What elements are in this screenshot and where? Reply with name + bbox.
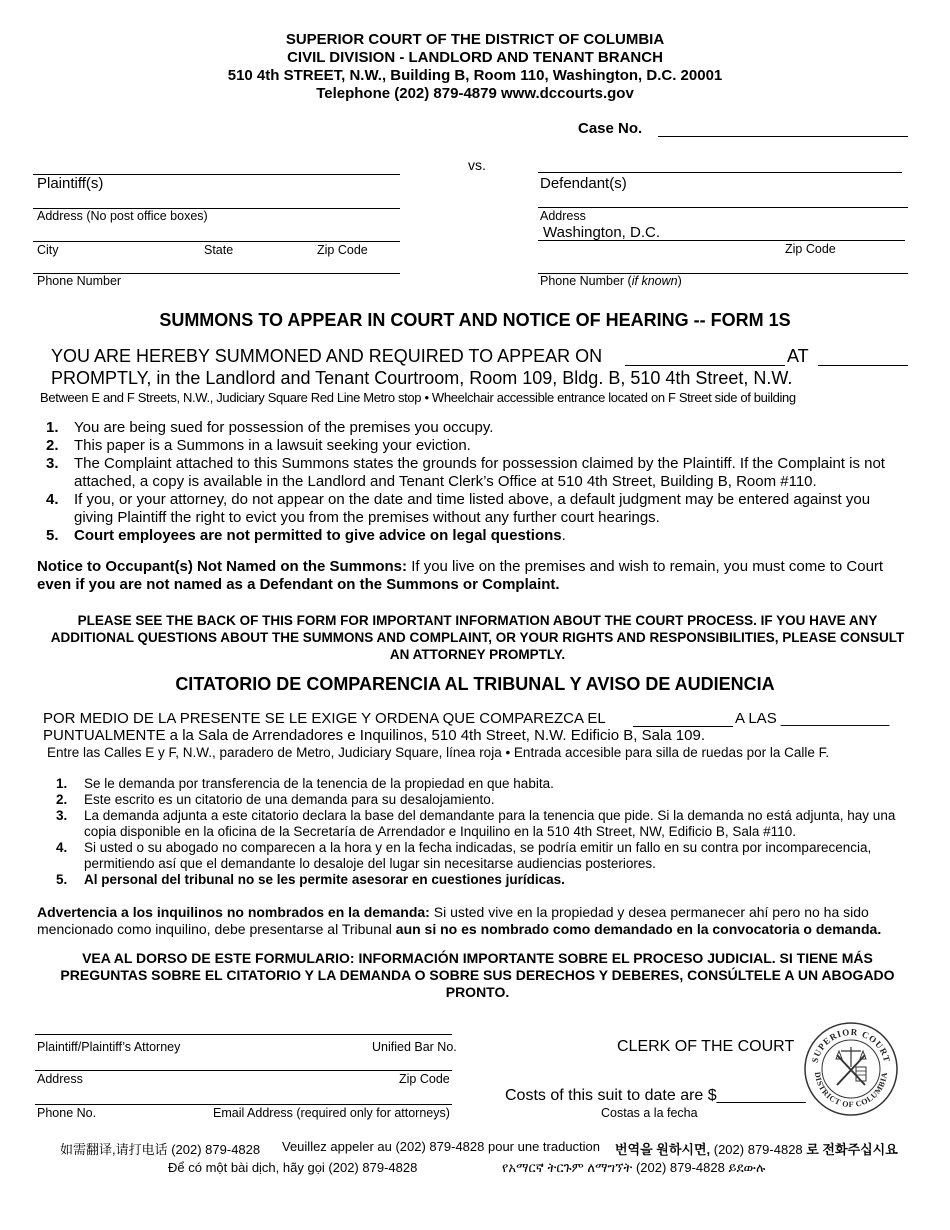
summoned-line: YOU ARE HEREBY SUMMONED AND REQUIRED TO APPEAR ON — [51, 346, 603, 366]
plaintiff-city-label: City — [37, 243, 59, 257]
appear-date-field[interactable] — [625, 365, 785, 366]
court-seal-icon — [803, 1021, 899, 1117]
list-item: 4. Si usted o su abogado no comparecen a la hora y en la fecha indicadas, se podría emitir un fallo en su contra por incomparecencia, permitiendo así que el demandante lo desaloje del lugar sin necesitarse audiencias posteriores. — [56, 840, 872, 871]
seal-bottom-text: DISTRICT OF COLUMBIA — [812, 1071, 890, 1110]
entre-line: Entre las Calles E y F, N.W., paradero de Metro, Judiciary Square, línea roja • Entrada accesible para silla de ruedas por la Calle F. — [47, 745, 830, 760]
list-item: 4. If you, or your attorney, do not appear on the date and time listed above, a default judgment may be entered against you giving Plaintiff the right to evict you from the premises without any further court hearings. — [46, 491, 871, 526]
court-name: SUPERIOR COURT OF THE DISTRICT OF COLUMBIA — [285, 31, 665, 48]
costas-label: Costas a la fecha — [601, 1106, 698, 1120]
attorney-field[interactable] — [35, 1034, 452, 1035]
plaintiff-label: Plaintiff(s) — [37, 175, 104, 192]
clerk-label: CLERK OF THE COURT — [617, 1038, 795, 1055]
defendant-address-label: Address — [540, 209, 586, 223]
defendant-address-field[interactable] — [538, 240, 905, 241]
korean-translation: 번역을 원하시면, (202) 879-4828 로 전화주십시요 — [615, 1142, 898, 1157]
defendant-address-value: Washington, D.C. — [543, 224, 660, 241]
spanish-notice-list — [56, 776, 906, 888]
vs-label: vs. — [468, 157, 486, 173]
vietnamese-translation: Để có một bài dịch, hãy gọi (202) 879-4828 — [168, 1160, 418, 1175]
svg-text:DISTRICT OF COLUMBIA — [813, 1071, 889, 1109]
defendant-divider — [538, 207, 908, 208]
court-phone: Telephone (202) 879-4879 www.dccourts.gov — [316, 85, 634, 102]
bar-number-label: Unified Bar No. — [372, 1040, 457, 1054]
attorney-address-label: Address — [37, 1072, 83, 1086]
list-item: 5. Court employees are not permitted to give advice on legal questions. — [46, 527, 566, 544]
list-item: 1. Se le demanda por transferencia de la tenencia de la propiedad en que habita. — [56, 776, 554, 791]
attorney-label: Plaintiff/Plaintiff’s Attorney — [37, 1040, 181, 1054]
division-name: CIVIL DIVISION - LANDLORD AND TENANT BRANCH — [287, 49, 663, 66]
list-item: 3. La demanda adjunta a este citatorio declara la base del demandante para la tenencia que pide. Si la demanda no está adjunta, hay una copia disponible en la oficina de la Secretaría de Arrendador e Inquilino en la 510 4th Street, NW, Edificio B, Sala #110. — [56, 808, 896, 839]
appear-time-field[interactable] — [818, 365, 908, 366]
list-item: 5. Al personal del tribunal no se les permite asesorar en cuestiones jurídicas. — [56, 872, 565, 887]
at-label: AT — [787, 346, 809, 366]
attorney-address-field[interactable] — [35, 1070, 452, 1071]
chinese-translation: 如需翻译,请打电话 (202) 879-4828 — [60, 1142, 261, 1157]
plaintiff-address-label: Address (No post office boxes) — [37, 209, 208, 223]
plaintiff-state-label: State — [204, 243, 234, 257]
advertencia-notice: Advertencia a los inquilinos no nombrados en la demanda: Si usted vive en la propiedad y desea permanecer ahí pero no ha sido mencionado como inquilino, debe presentarse al Tribunal aun si no es nombrado como demandado en la convocatoria o demanda. — [37, 904, 882, 937]
attorney-zip-label: Zip Code — [399, 1072, 450, 1086]
vea-al-dorso-notice: VEA AL DORSO DE ESTE FORMULARIO: INFORMACIÓN IMPORTANTE SOBRE EL PROCESO JUDICIAL. SI TIENE MÁS PREGUNTAS SOBRE EL CITATORIO Y LA DEMANDA O SOBRE SUS DERECHOS Y DEBERES, CONSÚLTELE A UN ABOGADO PRONTO. — [60, 950, 895, 1000]
citatorio-title: CITATORIO DE COMPARENCIA AL TRIBUNAL Y AVISO DE AUDIENCIA — [175, 674, 775, 694]
list-item: 2. This paper is a Summons in a lawsuit seeking your eviction. — [46, 437, 471, 454]
list-item: 1. You are being sued for possession of the premises you occupy. — [46, 419, 494, 436]
puntual-line: PUNTUALMENTE a la Sala de Arrendadores e Inquilinos, 510 4th Street, N.W. Edificio B, Sala 109. — [43, 727, 705, 744]
costs-line: Costs of this suit to date are $__________ — [505, 1087, 806, 1104]
defendant-label: Defendant(s) — [540, 175, 627, 192]
please-see-back-notice: PLEASE SEE THE BACK OF THIS FORM FOR IMPORTANT INFORMATION ABOUT THE COURT PROCESS. IF YOU HAVE ANY ADDITIONAL QUESTIONS ABOUT THE SUMMONS AND COMPLAINT, OR YOUR RIGHTS AND RESPONSIBILITIES, PLEASE CONSULT AN ATTORNEY PROMPTLY. — [50, 613, 905, 662]
summons-title: SUMMONS TO APPEAR IN COURT AND NOTICE OF HEARING -- FORM 1S — [159, 310, 791, 330]
list-item: 3. The Complaint attached to this Summons states the grounds for possession claimed by the Plaintiff. If the Complaint is not attached, a copy is available in the Landlord and Tenant Clerk’s Office at 510 4th Street, Building B, Room #110. — [46, 455, 885, 490]
court-address: 510 4th STREET, N.W., Building B, Room 110, Washington, D.C. 20001 — [227, 67, 723, 84]
seal-top-text: SUPERIOR COURT — [809, 1026, 893, 1064]
defendant-field[interactable] — [538, 172, 902, 173]
presente-line: POR MEDIO DE LA PRESENTE SE LE EXIGE Y ORDENA QUE COMPAREZCA EL — [43, 710, 606, 727]
plaintiff-city-field[interactable] — [33, 241, 400, 242]
plaintiff-zip-label: Zip Code — [317, 243, 368, 257]
promptly-line: PROMPTLY, in the Landlord and Tenant Courtroom, Room 109, Bldg. B, 510 4th Street, N.W. — [51, 368, 793, 388]
attorney-phone-field[interactable] — [35, 1104, 452, 1105]
occupant-notice: Notice to Occupant(s) Not Named on the Summons: If you live on the premises and wish to remain, you must come to Court even if you are not named as a Defendant on the Summons or Complaint. — [37, 558, 884, 593]
english-notice-list — [46, 419, 906, 545]
alas-line: A LAS _____________ — [735, 710, 890, 727]
amharic-translation: የአማርኛ ትርጉም ለማግኘት (202) 879-4828 ይደውሉ — [502, 1160, 766, 1175]
defendant-zip-label: Zip Code — [785, 242, 836, 256]
case-no-field[interactable] — [658, 136, 908, 137]
list-item: 2. Este escrito es un citatorio de una demanda para su desalojamiento. — [56, 792, 495, 807]
french-translation: Veuillez appeler au (202) 879-4828 pour une traduction — [282, 1139, 601, 1154]
plaintiff-phone-label: Phone Number — [37, 274, 122, 288]
defendant-phone-label: Phone Number (if known) — [540, 274, 682, 288]
attorney-email-label: Email Address (required only for attorneys) — [213, 1106, 450, 1120]
attorney-phone-label: Phone No. — [37, 1106, 97, 1120]
directions-line: Between E and F Streets, N.W., Judiciary Square Red Line Metro stop • Wheelchair accessible entrance located on F Street side of building — [40, 390, 796, 405]
case-no-label: Case No. — [578, 120, 643, 137]
